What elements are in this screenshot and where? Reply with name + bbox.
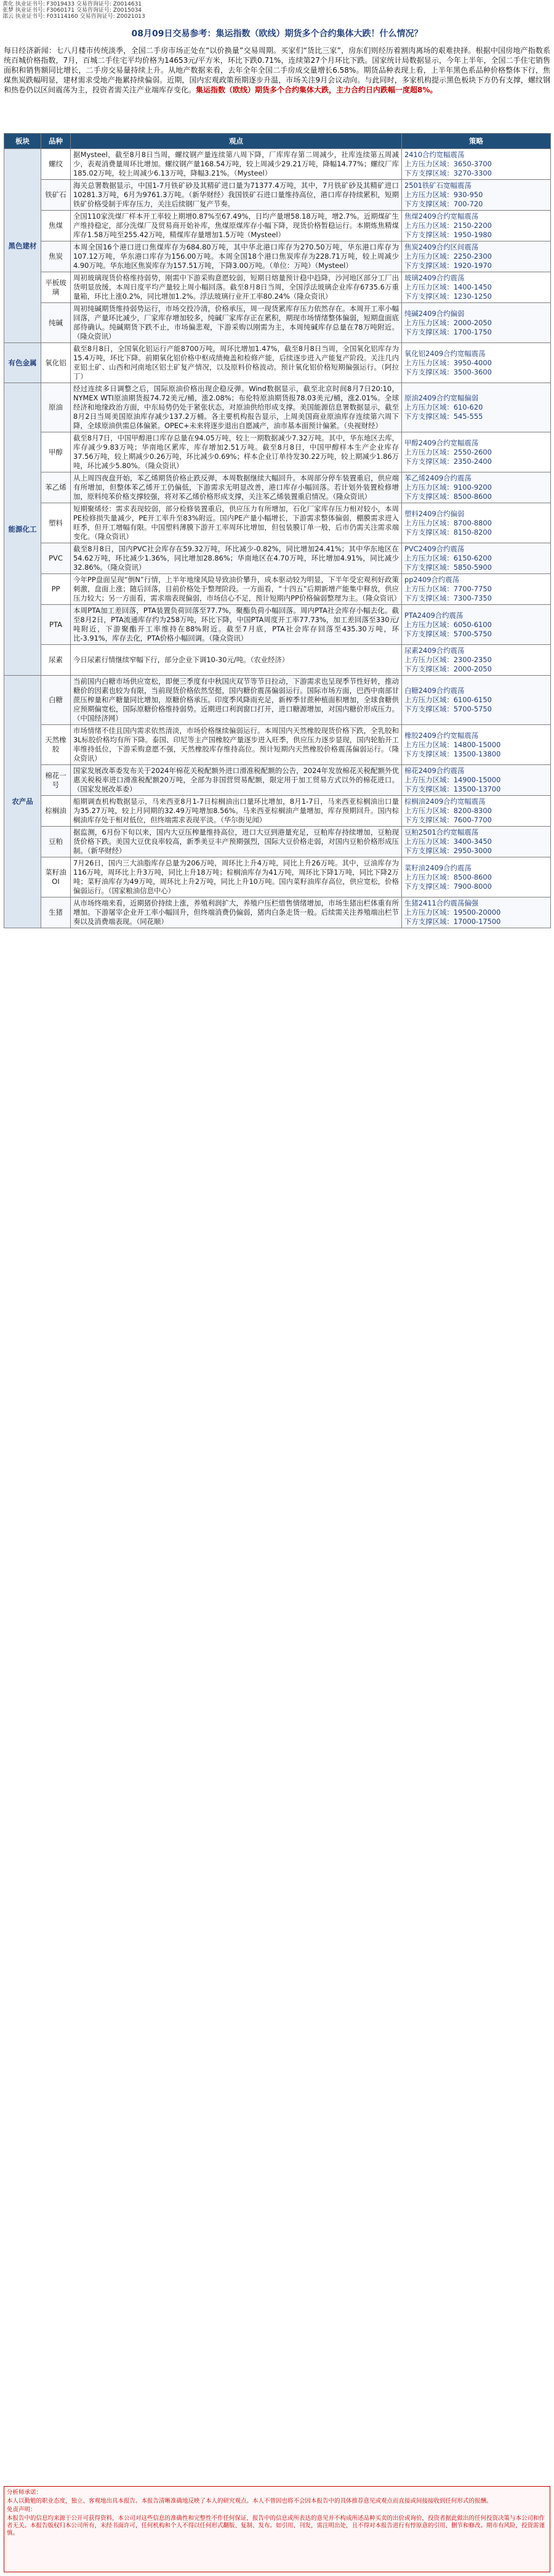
strategy-cell: [402, 180, 551, 211]
strategy-line: 上方压力区域：6150-6200: [404, 554, 492, 562]
strategy-line: 上方压力区域：14900-15000: [404, 776, 501, 784]
strategy-line: 上方压力区域：6100-6150: [404, 695, 492, 704]
product-cell: PP: [41, 574, 71, 605]
strategy-cell: [402, 796, 551, 827]
strategy-cell: [402, 503, 551, 543]
table-body: [4, 149, 551, 928]
strategy-line: 下方支撑区域：2350-2400: [404, 456, 492, 466]
table-row: [4, 272, 551, 303]
page-title: 08月09日交易参考：集运指数（欧线）期货多个合约集体大跌！什么情况？: [131, 29, 423, 39]
disclaimer-heading: 免责声明：: [7, 2506, 36, 2513]
strategy-line: PTA2409合约震荡: [404, 610, 464, 620]
intro-paragraph: [4, 46, 550, 95]
strategy-line: 焦煤2409合约宽幅震荡: [404, 212, 479, 221]
table-row: [4, 796, 551, 827]
view-cell: 7月26日，国内三大油脂库存总量为206万吨，周环比上升4万吨，同比上升26万吨。其中，豆油库存为116万吨，周环比上升3万吨，同比上升18万吨；棕榈油库存为41万吨，周环比下降1万吨，同比下降2万吨；菜籽油库存为49万吨，周环比上升2万吨，同比上升10万吨。国内菜籽油库存高位，供应宽松，价格偏弱运行。（国家粮油信息中心）: [71, 857, 402, 897]
strategy-line: PVC2409合约震荡: [404, 545, 465, 553]
strategy-line: 下方支撑区域：1920-1970: [404, 261, 492, 270]
product-cell: PTA: [41, 605, 71, 645]
analyst-line: 黄化 执业证书号: F3019433 交易咨询证号: Z0014631: [2, 1, 142, 7]
strategy-cell: [402, 383, 551, 432]
strategy-line: 上方压力区域：6050-6100: [404, 620, 492, 629]
view-cell: 据监测，6月份下旬以来，国内大豆压榨量维持高位，进口大豆到港量充足，豆粕库存持续增加，豆粕现货价格下跌。美国大豆优良率较高，新季美豆丰产预期强烈，国际大豆价格走弱，对国内豆粕价格形成压制。（新华财经）: [71, 827, 402, 857]
product-cell: 天然橡胶: [41, 725, 71, 765]
table-row: [4, 725, 551, 765]
strategy-line: 上方压力区域：3950-4000: [404, 358, 492, 367]
intro-prefix: 每日经济新闻：: [4, 46, 57, 55]
disclaimer-text: 本报告中的信息均来源于公开可获得资料，本公司对这些信息的准确性和完整性不作任何保证，报告中的信息或所表达的意见并不构成所述品种买卖的出价或询价，投资者据此做出的任何投资决策与本公司和作者无关。本报告版权归本公司所有，未经书面许可，任何机构和个人不得以任何形式翻版、复制、发布。如引用、刊发，需注明出处，且不得对本报告进行有悖原意的引用、删节和修改。期市有风险，投资需谨慎。: [7, 2515, 545, 2537]
strategy-line: 棉花2409合约震荡: [404, 766, 465, 775]
strategy-cell: [402, 472, 551, 503]
strategy-line: 上方压力区域：9100-9200: [404, 483, 492, 492]
view-cell: 国家发展改革委发布关于2024年棉花关税配额外进口滑准税配额的公告，2024年发放棉花关税配额外优惠关税税率进口滑准税配额20万吨，全部为非国营贸易配额，限定用于加工贸易方式以外的棉花进口。（国家发展改革委）: [71, 765, 402, 796]
table-row: [4, 645, 551, 676]
strategy-line: 塑料2409合约偏弱: [404, 509, 465, 518]
strategy-cell: [402, 574, 551, 605]
intro-body: 七八月楼市传统淡季，全国二手房市场正处在“以价换量”交易周期。买家们“货比三家”，房东们则经历着割肉离场的艰难抉择。根据中国房地产指数系统百城价格指数，7月，百城二手住宅平均价格为14653元/平方米，环比下跌0.71%，连续第27个月环比下跌。国家统计局数据显示，今年上半年，全国二手住宅销售面积和销售额同比增长，二手房交易量持续上升。从地产数据来看，去年全年全国二手房成交量增长6.58%。期货品种表现上看，上半年黑色系品种价格整体下行，焦煤焦炭跌幅明显，建材需求受地产拖累持续偏弱。近期，国内宏观政策预期逐步升温，市场关注9月会议动向。与此同时，多家机构提示黑色板块下方仍有支撑，螺纹钢和热卷仍以区间震荡为主，投资者需关注产业端库存变化。: [4, 46, 550, 94]
table-row: [4, 897, 551, 928]
product-cell: 铁矿石: [41, 180, 71, 211]
table-row: [4, 574, 551, 605]
strategy-line: 苯乙烯2409合约震荡: [404, 474, 472, 482]
disclaimer-text: 本人以勤勉的职业态度，独立、客观地出具本报告。本报告清晰准确地反映了本人的研究观点。本人不曾因也将不会因本报告中的具体推荐意见或观点而直接或间接接收到任何形式的报酬。: [7, 2498, 492, 2505]
strategy-line: 下方支撑区域：7900-8000: [404, 881, 492, 891]
view-cell: 海关总署数据显示，中国1-7月铁矿砂及其精矿进口量为71377.4万吨，其中，7月铁矿砂及其精矿进口10281.3万吨，6月为9761.3万吨。（新华财经）我国铁矿石进口量维持高位，港口库存持续累积，短期铁矿价格受制于库存压力，关注后续钢厂复产节奏。: [71, 180, 402, 211]
view-cell: 当前国内白糖市场供应宽松，即便三季度有中秋国庆双节等节日拉动，下游需求也呈现季节性好转，推动糖价的因素也较为有限，当前现货价格依然坚挺，国内糖价震荡偏弱运行。国际市场方面，巴西中南部甘蔗压榨量和产糖量同比增加，原糖价格承压。印度季风降雨充足，新榨季甘蔗种植面积增加，全球食糖供应预期偏宽松，国际原糖价格维持弱势。近期进口利润窗口打开，进口糖源增加，对国内糖价形成压力。（中国经济网）: [71, 676, 402, 725]
product-cell: 原油: [41, 383, 71, 432]
strategy-line: 上方压力区域：610-620: [404, 403, 483, 411]
table-row: [4, 383, 551, 432]
strategy-line: 橡胶2409合约宽幅震荡: [404, 731, 479, 740]
view-cell: 周初玻璃现货价格维持弱势，刚需中下游采购意愿较弱，短期日熔量预计稳中趋降，沙河地区部分工厂出货明显放缓，本周日度平均产量较上周小幅回落。截至8月8日当周，全国浮法玻璃企业库存6735.6万重量箱，环比上涨0.2%，同比增加1.2%。浮法玻璃行业开工率80.24%（隆众资讯）: [71, 272, 402, 303]
strategy-line: 上方压力区域：7700-7750: [404, 585, 492, 593]
strategy-line: 尿素2409合约震荡: [404, 646, 465, 655]
strategy-line: 上方压力区域：2000-2050: [404, 318, 492, 327]
strategy-line: 上方压力区域：8500-8600: [404, 872, 492, 881]
strategy-line: 焦炭2409合约区间震荡: [404, 243, 479, 251]
sector-cell: 农产品: [4, 676, 41, 928]
table-row: [4, 503, 551, 543]
view-cell: 船期调查机构数据显示，马来西亚8月1-7日棕榈油出口量环比增加，8月1-7日，马来西亚棕榈油出口量为35.27万吨，较上月同期的32.49万吨增加8.56%。马来西亚棕榈油产量增加，库存预期回升。国内棕榈油库存处于相对低位，但终端需求表现平淡。（华尔街见闻）: [71, 796, 402, 827]
strategy-line: 上方压力区域：3400-3450: [404, 837, 492, 846]
strategy-line: 上方压力区域：19500-20000: [404, 908, 501, 917]
view-cell: 截至8月8日，全国氧化铝运行产能8700万吨，周环比增加1.47%，截至8月8日当周，全国氧化铝库存为15.4万吨，环比下降。前期氧化铝价格中枢成绩掩盖和检修产能，后续逐步进入产能复产阶段。关注几内亚铝土矿、山西和河南地区铝土矿复产情况，以及原料价格波动。预计氧化铝价格短期偏强运行。（阿拉丁）: [71, 343, 402, 383]
strategy-line: 下方支撑区域：7300-7350: [404, 594, 492, 602]
strategy-line: pp2409合约震荡: [404, 575, 460, 584]
table-header-row: [4, 134, 551, 149]
header-sector: 板块: [4, 134, 41, 149]
strategy-line: 下方支撑区域：7600-7700: [404, 816, 492, 824]
strategy-line: 下方支撑区域：1230-1250: [404, 292, 492, 301]
strategy-line: 生猪2411合约震荡偏强: [404, 899, 479, 907]
strategy-line: 玻璃2409合约震荡: [404, 273, 465, 282]
strategy-line: 原油2409合约宽幅偏弱: [404, 394, 479, 402]
table-row: [4, 827, 551, 857]
view-cell: 从上周四夜盘开始，苯乙烯期货价格止跌反弹，本周数据继续大幅回升。本周部分停车装置重启，供应端有所增加，但整体苯乙烯开工仍偏低，下游需求无明显改善，港口库存小幅回落。若计划外装置检修增加，原料纯苯价格支撑较强，将对苯乙烯价格形成支撑，关注苯乙烯装置重启情况。（隆众资讯）: [71, 472, 402, 503]
strategy-cell: [402, 211, 551, 241]
strategy-line: 下方支撑区域：5700-5750: [404, 629, 492, 638]
strategy-line: 2501铁矿石宽幅震荡: [404, 181, 472, 190]
table-row: [4, 211, 551, 241]
strategy-line: 上方压力区域：8200-8300: [404, 806, 492, 815]
view-cell: 周初纯碱期货维持弱势运行，市场交投冷清，价格承压，周一现货累库存压力依然存在。本周开工率小幅回落，产量环比减少，厂家库存增加较多，纯碱厂家库存正在累积，期现市场情绪整体偏弱，短期盘面底部待确认。纯碱期货下跌不止，市场偏悲观，下游采购以刚需为主，本周纯碱库存总量在78万吨附近。（隆众资讯）: [71, 303, 402, 343]
strategy-line: 下方支撑区域：2000-2050: [404, 665, 492, 673]
strategy-line: 下方支撑区域：13500-13700: [404, 785, 501, 793]
table-row: [4, 857, 551, 897]
strategy-line: 下方支撑区域：5700-5750: [404, 705, 492, 713]
strategy-cell: [402, 149, 551, 180]
strategy-cell: [402, 605, 551, 645]
view-cell: 本周全国16个港口进口焦煤库存为684.80万吨，其中华北港口库存为270.50万吨，华东港口库存为107.12万吨，华东港口库存为156.00万吨。本周全国18个港口焦炭库存为228.71万吨，较上周减少4.90万吨。华东地区焦炭库存为157.51万吨，下降3.00万吨。（单位：万吨）（Mysteel）: [71, 241, 402, 272]
strategy-line: 菜籽油2409合约震荡: [404, 863, 472, 872]
strategy-line: 下方支撑区域：1700-1750: [404, 327, 492, 336]
strategy-line: 下方支撑区域：3500-3600: [404, 367, 492, 376]
disclaimer-heading: 分析师承诺：: [7, 2489, 42, 2496]
product-cell: 尿素: [41, 645, 71, 676]
analyst-line: 邵云 执业证书号: F03114160 交易咨询证号: Z0021013: [2, 14, 145, 20]
header-strategy: 策略: [402, 134, 551, 149]
product-cell: 螺纹: [41, 149, 71, 180]
view-cell: 市场情绪不佳且国内需求依然清淡，市场价格继续偏弱运行。本周国内天然橡胶现货价格下跌，全乳胶和3L标胶价格均有所下降。泰国、印尼等主产国橡胶产量逐步进入旺季，供应压力逐步显现，国内轮胎开工率维持低位，下游采购意愿不强，天然橡胶库存维持高位。预计短期内天然橡胶价格震荡偏弱运行。（隆众资讯）: [71, 725, 402, 765]
strategy-line: 下方支撑区域：17000-17500: [404, 917, 501, 926]
product-cell: 平板玻璃: [41, 272, 71, 303]
product-cell: 豆粕: [41, 827, 71, 857]
view-cell: 本周PTA加工差回落，PTA装置负荷回落至77.7%，聚酯负荷小幅回落。周内PTA社会库存小幅去化。截至8月2日，PTA流通库存约为258万吨，环比下降，中国PTA周度开工率77.73%，加工差回落至330元/吨附近，下游聚酯开工率维持在88%附近。截至7月底，PTA社会库存回落至435.30万吨，环比-3.91%，库存去化，PTA价格小幅回调。（隆众资讯）: [71, 605, 402, 645]
product-cell: 白糖: [41, 676, 71, 725]
product-cell: 棉花一号: [41, 765, 71, 796]
strategy-cell: [402, 725, 551, 765]
table-row: [4, 765, 551, 796]
strategy-cell: [402, 241, 551, 272]
product-cell: 甲醇: [41, 432, 71, 472]
strategy-line: 棕榈油2409合约宽幅震荡: [404, 797, 486, 806]
strategy-line: 上方压力区域：2250-2300: [404, 252, 492, 261]
strategy-cell: [402, 645, 551, 676]
product-cell: 苯乙烯: [41, 472, 71, 503]
strategy-line: 甲醇2409合约宽幅震荡: [404, 438, 479, 447]
strategy-line: 氧化铝2409合约宽幅震荡: [404, 349, 486, 358]
view-cell: 短期聚烯烃：需求表现较弱，部分检修装置重启，供应压力有所增加，石化厂家库存压力相对较小，本周PE检修损失量减少，PE开工率升至83%附近。国内PE产量小幅增长，下游需求整体偏弱，棚膜需求进入旺季，但开工增幅有限。中国塑料薄膜下游开工率周环比增加，但包装膜订单一般，后市仍需关注需求端变化。（隆众资讯）: [71, 503, 402, 543]
strategy-cell: [402, 343, 551, 383]
strategy-cell: [402, 303, 551, 343]
strategy-line: 纯碱2409合约偏弱: [404, 309, 465, 318]
view-cell: 从市场终端来看，近期猪价持续上涨，养殖利润扩大，养殖户压栏惜售情绪增加，市场生猪出栏体重有所增加。下游屠宰企业开工率小幅回升，但终端消费仍偏弱，猪肉白条走货一般。后续需关注养殖端出栏节奏以及消费端表现。（同花顺）: [71, 897, 402, 928]
strategy-cell: [402, 897, 551, 928]
table-row: [4, 676, 551, 725]
disclaimer-box: [4, 2486, 550, 2572]
strategy-cell: [402, 543, 551, 574]
strategy-line: 下方支撑区域：700-720: [404, 200, 483, 208]
view-cell: 截至8月8日，国内PVC社会库存在59.32万吨，环比减少-0.82%，同比增加24.41%；其中华东地区在54.62万吨，环比减少1.36%，同比增加28.86%；华南地区在4.70万吨，环比增加4.91%，同比减少32.86%。（隆众资讯）: [71, 543, 402, 574]
view-cell: 经过连续多日调整之后，国际原油价格出现企稳反弹。Wind数据显示，截至北京时间8月7日20:10，NYMEX WTI原油期货报74.72美元/桶，涨2.08%；布伦特原油期货报78.03美元/桶，涨2.01%。全球经济和地缘政治方面，中东局势仍处于紧张状态，对原油供给形成支撑。美国能源信息署数据显示，截至8月2日当周美国原油库存减少137.2万桶。各主要机构报告显示，上周美国商业原油库存连续第六周下降，全球原油供需总体偏紧。OPEC+未来将逐步退出自愿减产，油市基本面预计偏紧。（央视财经）: [71, 383, 402, 432]
strategy-cell: [402, 432, 551, 472]
product-cell: 生猪: [41, 897, 71, 928]
strategy-line: 下方支撑区域：8500-8600: [404, 492, 492, 501]
product-cell: 菜籽油OI: [41, 857, 71, 897]
header-product: 品种: [41, 134, 71, 149]
table-row: [4, 343, 551, 383]
table-row: [4, 605, 551, 645]
table-row: [4, 180, 551, 211]
sector-cell: 能源化工: [4, 383, 41, 676]
product-cell: 焦煤: [41, 211, 71, 241]
strategy-line: 下方支撑区域：8150-8200: [404, 527, 492, 537]
strategy-line: 上方压力区域：930-950: [404, 190, 483, 199]
view-cell: 截至8月7日，中国甲醇港口库存总量在94.05万吨，较上一期数据减少7.32万吨。其中，华东地区去库，库存减少9.83万吨；华南地区累库，库存增加2.51万吨。截至8月8日，中国甲醇样本生产企业库存37.56万吨，较上期减少0.26万吨，环比减少0.69%；样本企业订单待发30.22万吨，较上期减少1.86万吨，环比减少5.80%。（隆众资讯）: [71, 432, 402, 472]
strategy-line: 上方压力区域：2150-2200: [404, 221, 492, 230]
product-cell: 棕榈油: [41, 796, 71, 827]
strategy-line: 下方支撑区域：1950-1980: [404, 230, 492, 239]
strategy-line: 上方压力区域：3650-3700: [404, 160, 492, 168]
strategy-line: 下方支撑区域：545-555: [404, 412, 483, 421]
strategy-line: 豆粕2501合约宽幅震荡: [404, 828, 479, 836]
view-cell: 全国110家洗煤厂样本开工率较上期增0.87%至67.49%，日均产量增58.18万吨，增2.7%。近期煤矿生产维持稳定，部分洗煤厂及贸易商开始补库，焦煤原煤库存小幅下降，现货价格暂稳运行。本期炼焦精煤库存1.58万吨至255.42万吨，精煤库存量增加1.5万吨（Mysteel）: [71, 211, 402, 241]
table-row: [4, 543, 551, 574]
strategy-cell: [402, 272, 551, 303]
product-cell: PVC: [41, 543, 71, 574]
strategy-cell: [402, 765, 551, 796]
product-cell: 塑料: [41, 503, 71, 543]
strategy-line: 2410合约宽幅震荡: [404, 150, 465, 159]
strategy-line: 上方压力区域：2300-2350: [404, 655, 492, 664]
view-cell: 据Mysteel，截至8月8日当周，螺纹钢产量连续第八周下降，厂库库存第二周减少，社库连续第五周减少，表观消费量周环比增加。螺纹钢产量168.54万吨，较上周减少29.21万吨，降幅14.77%；螺纹厂库185.02万吨，较上周减少6.13万吨，降幅3.21%。（Mysteel）: [71, 149, 402, 180]
view-cell: 今日尿素行情继续窄幅下行，部分企业下调10-30元/吨。（农业经济）: [71, 645, 402, 676]
strategy-line: 白糖2409合约震荡: [404, 686, 465, 695]
strategy-cell: [402, 857, 551, 897]
strategy-line: 上方压力区域：8700-8800: [404, 518, 492, 527]
table-row: [4, 241, 551, 272]
strategy-line: 下方支撑区域：3270-3300: [404, 169, 492, 177]
strategy-line: 下方支撑区域：5850-5900: [404, 563, 492, 572]
strategy-line: 上方压力区域：1400-1450: [404, 283, 492, 291]
strategy-line: 下方支撑区域：13500-13800: [404, 749, 501, 758]
view-cell: 今年PP盘面呈现“倒N”行情，上半年地缘风险导致油价攀升，成本驱动较为明显，下半年受宏观利好政策刺激，盘面上涨；随后回落，目前价格处于整理阶段。一方面看，“十四五”后期新增产能集中释放，供应压力较大；另一方面看，需求端表现偏弱，市场信心不足，预计短期内PP价格偏弱整理为主。（隆众资讯）: [71, 574, 402, 605]
table-row: [4, 432, 551, 472]
strategy-line: 下方支撑区域：2950-3000: [404, 846, 492, 855]
strategy-cell: [402, 676, 551, 725]
reference-table: [4, 133, 551, 928]
table-row: [4, 303, 551, 343]
table-row: [4, 472, 551, 503]
sector-cell: 有色金属: [4, 343, 41, 383]
sector-cell: 黑色建材: [4, 149, 41, 343]
strategy-line: 上方压力区域：14800-15000: [404, 740, 501, 749]
strategy-line: 上方压力区域：2550-2600: [404, 447, 492, 456]
intro-highlight: 集运指数（欧线）期货多个合约集体大跌，主力合约日内跌幅一度超8%。: [196, 86, 438, 94]
analyst-info: [2, 1, 372, 20]
strategy-cell: [402, 827, 551, 857]
product-cell: 氧化铝: [41, 343, 71, 383]
product-cell: 纯碱: [41, 303, 71, 343]
table-row: [4, 149, 551, 180]
product-cell: 焦炭: [41, 241, 71, 272]
header-view: 观点: [71, 134, 402, 149]
analyst-line: 张梦 执业证书号: F3060171 交易咨询证号: Z0015034: [2, 7, 142, 14]
